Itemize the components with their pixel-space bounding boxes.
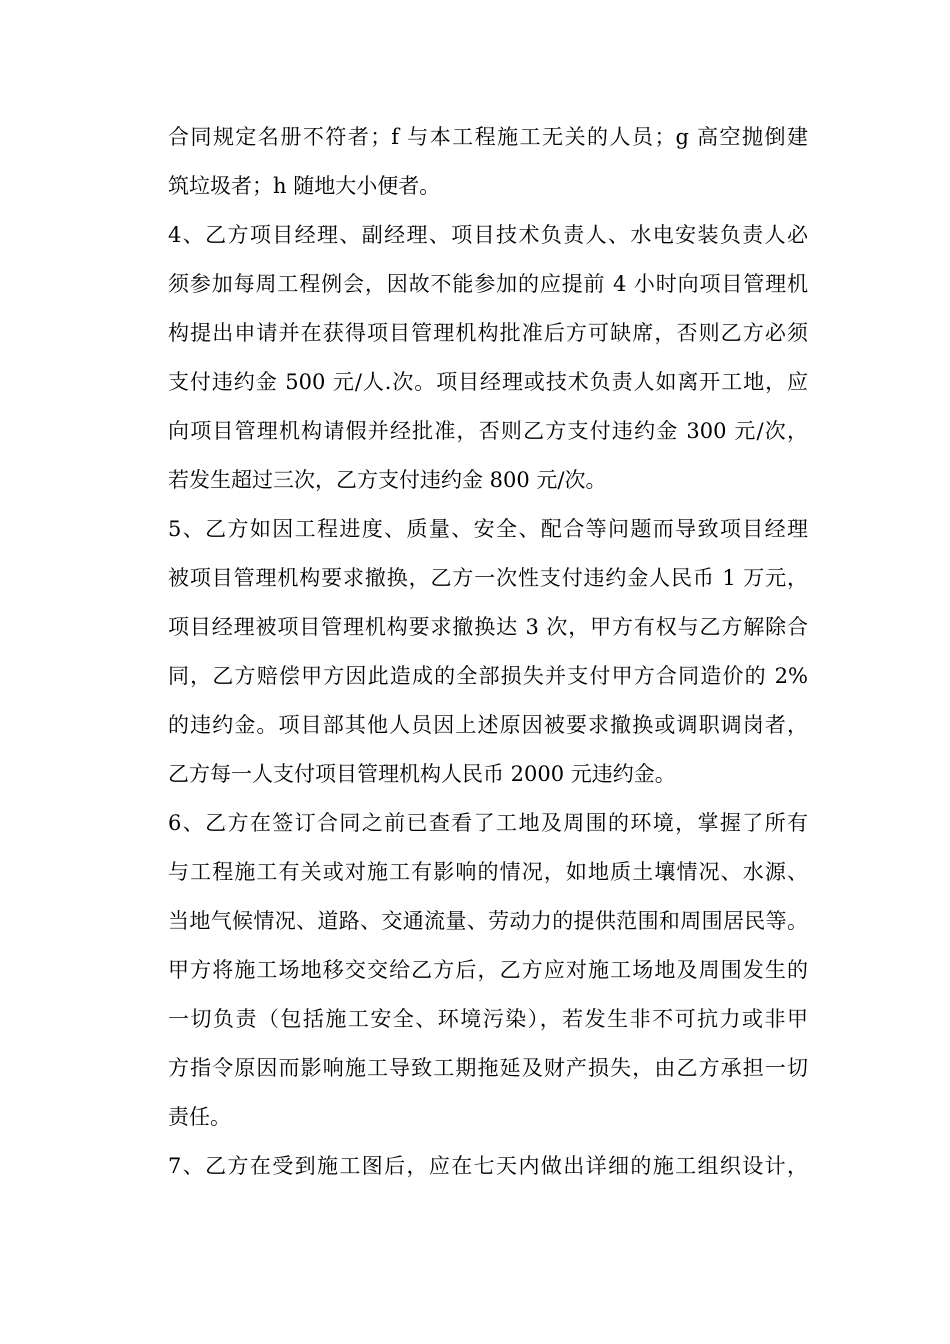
text-line: 7、乙方在受到施工图后，应在七天内做出详细的施工组织设计， <box>168 1154 808 1178</box>
contract-text <box>168 118 808 1196</box>
text-line: 的违约金。项目部其他人员因上述原因被要求撤换或调职调岗者， <box>168 713 808 737</box>
text-line: 方指令原因而影响施工导致工期拖延及财产损失，由乙方承担一切 <box>168 1056 808 1080</box>
text-line: 同，乙方赔偿甲方因此造成的全部损失并支付甲方合同造价的 2% <box>168 664 808 688</box>
text-line: 项目经理被项目管理机构要求撤换达 3 次，甲方有权与乙方解除合 <box>168 615 808 639</box>
text-line: 筑垃圾者；h 随地大小便者。 <box>168 174 441 198</box>
text-line: 支付违约金 500 元/人.次。项目经理或技术负责人如离开工地，应 <box>168 370 808 394</box>
text-line: 向项目管理机构请假并经批准，否则乙方支付违约金 300 元/次， <box>168 419 808 443</box>
text-line: 6、乙方在签订合同之前已查看了工地及周围的环境，掌握了所有 <box>168 811 808 835</box>
text-line: 合同规定名册不符者；f 与本工程施工无关的人员；g 高空抛倒建 <box>168 125 808 149</box>
text-line: 甲方将施工场地移交交给乙方后，乙方应对施工场地及周围发生的 <box>168 958 808 982</box>
text-line: 4、乙方项目经理、副经理、项目技术负责人、水电安装负责人必 <box>168 223 808 247</box>
text-line: 须参加每周工程例会，因故不能参加的应提前 4 小时向项目管理机 <box>168 272 808 296</box>
text-line: 与工程施工有关或对施工有影响的情况，如地质土壤情况、水源、 <box>168 860 808 884</box>
text-line: 责任。 <box>168 1105 231 1129</box>
text-line: 构提出申请并在获得项目管理机构批准后方可缺席，否则乙方必须 <box>168 321 808 345</box>
text-line: 5、乙方如因工程进度、质量、安全、配合等问题而导致项目经理 <box>168 517 808 541</box>
text-line: 被项目管理机构要求撤换，乙方一次性支付违约金人民币 1 万元， <box>168 566 808 590</box>
text-line: 乙方每一人支付项目管理机构人民币 2000 元违约金。 <box>168 762 676 786</box>
text-line: 一切负责（包括施工安全、环境污染），若发生非不可抗力或非甲 <box>168 1007 808 1031</box>
text-line: 若发生超过三次，乙方支付违约金 800 元/次。 <box>168 468 607 492</box>
text-line: 当地气候情况、道路、交通流量、劳动力的提供范围和周围居民等。 <box>168 909 808 933</box>
